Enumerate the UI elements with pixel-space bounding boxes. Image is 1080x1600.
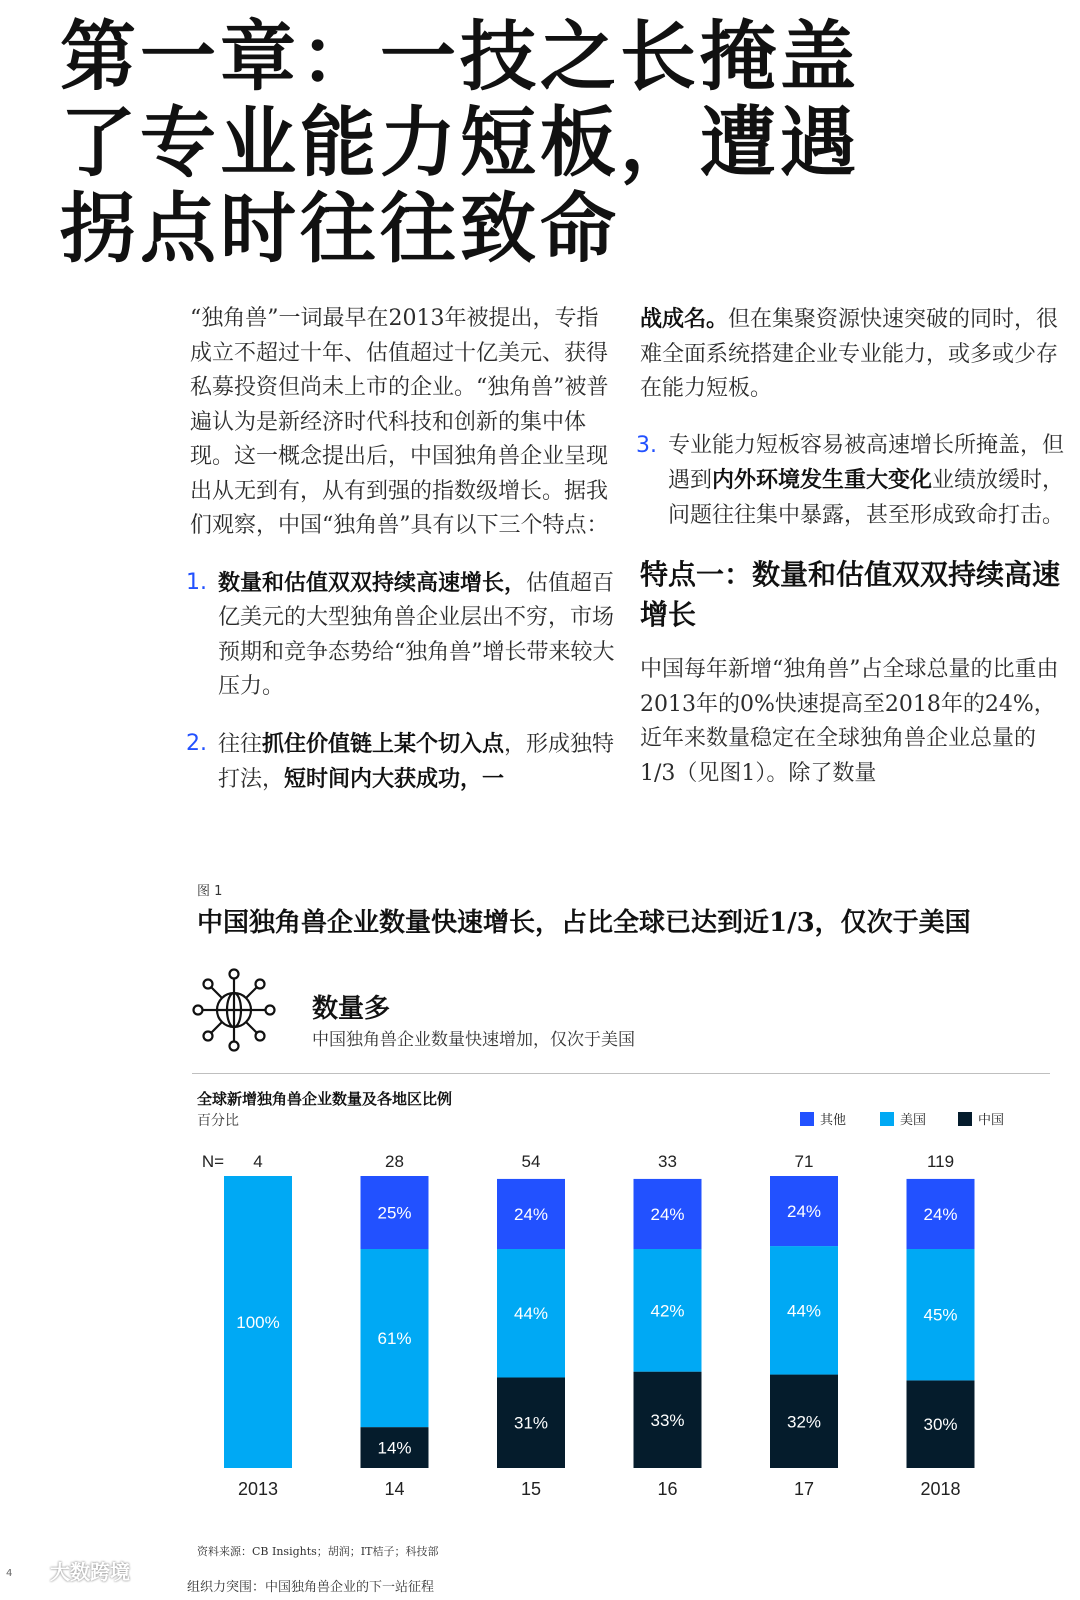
watermark-logo-icon bbox=[16, 1559, 46, 1583]
section-body: 中国每年新增“独角兽”占全球总量的比重由2013年的0%快速提高至2018年的24%，近年来数量稳定在全球独角兽企业总量的1/3（见图1）。除了数量 bbox=[640, 657, 1059, 786]
list-item-bold: 数量和估值双双持续高速增长， bbox=[218, 569, 527, 596]
x-tick-label: 14 bbox=[384, 1479, 405, 1499]
figure-title: 中国独角兽企业数量快速增长，占比全球已达到近1/3，仅次于美国 bbox=[197, 908, 971, 938]
watermark-text: 大数跨境 bbox=[50, 1560, 130, 1584]
footer-text: 组织力突围：中国独角兽企业的下一站征程 bbox=[187, 1580, 435, 1595]
legend-swatch bbox=[958, 1112, 972, 1126]
x-tick-label: 2018 bbox=[920, 1479, 961, 1499]
data-label: 24% bbox=[650, 1204, 685, 1224]
list-number: 1. bbox=[186, 569, 207, 595]
x-tick-label: 17 bbox=[793, 1479, 815, 1499]
legend-swatch bbox=[800, 1112, 814, 1126]
n-value: 119 bbox=[926, 1152, 955, 1171]
legend-label: 美国 bbox=[900, 1112, 927, 1127]
list-item-bold: 抓住价值链上某个切入点 bbox=[262, 730, 505, 757]
data-label: 61% bbox=[377, 1329, 412, 1349]
list-item-2-continued: 战成名。但在集聚资源快速突破的同时，很难全面系统搭建企业专业能力，或多或少存在能力短板。 bbox=[640, 306, 1059, 401]
data-label: 45% bbox=[923, 1305, 958, 1325]
n-value: 71 bbox=[794, 1152, 814, 1171]
legend-label: 中国 bbox=[978, 1112, 1005, 1127]
list-item-3: 3. 专业能力短板容易被高速增长所掩盖，但遇到内外环境发生重大变化业绩放缓时，问题往往集中暴露，甚至形成致命打击。 bbox=[640, 429, 1070, 534]
data-label: 32% bbox=[786, 1412, 822, 1432]
data-label: 44% bbox=[513, 1304, 549, 1324]
data-label: 24% bbox=[923, 1204, 958, 1224]
highlight-title: 数量多 bbox=[312, 994, 391, 1024]
data-label: 25% bbox=[377, 1203, 412, 1223]
list-item-bold: 内外环境发生重大变化 bbox=[712, 467, 933, 493]
data-label: 24% bbox=[786, 1202, 822, 1222]
watermark bbox=[16, 1556, 130, 1585]
intro-paragraph: “独角兽”一词最早在2013年被提出，专指成立不超过十年、估值超过十亿美元、获得私募投资但尚未上市的企业。“独角兽”被普遍认为是新经济时代科技和创新的集中体现。这一概念提出后，中国独角兽企业呈现出从无到有，从有到强的指数级增长。据我们观察，中国“独角兽”具有以下三个特点： bbox=[190, 306, 609, 538]
data-label: 44% bbox=[786, 1301, 822, 1321]
n-label: N= bbox=[201, 1152, 225, 1171]
x-tick-label: 16 bbox=[657, 1479, 678, 1499]
legend-swatch bbox=[880, 1112, 894, 1126]
data-label: 100% bbox=[236, 1313, 280, 1332]
data-label: 33% bbox=[650, 1410, 685, 1430]
n-value: 4 bbox=[253, 1152, 263, 1171]
list-item-text: 估值超百亿美元的大型独角兽企业层出不穷，市场预期和竞争态势给“独角兽”增长带来较大压力。 bbox=[218, 570, 615, 699]
n-value: 28 bbox=[385, 1152, 404, 1171]
x-tick-label: 15 bbox=[520, 1479, 542, 1499]
section-heading: 特点一：数量和估值双双持续高速增长 bbox=[640, 558, 1061, 631]
list-item-2: 2. 往往抓住价值链上某个切入点，形成独特打法，短时间内大获成功，一 bbox=[190, 727, 615, 798]
data-label: 30% bbox=[923, 1415, 958, 1435]
n-value: 33 bbox=[658, 1152, 677, 1171]
list-item-bold: 短时间内大获成功，一 bbox=[284, 766, 505, 792]
list-number: 2. bbox=[186, 730, 207, 756]
chart-source: 资料来源：CB Insights；胡润；IT桔子；科技部 bbox=[197, 1545, 439, 1558]
figure-label: 图 1 bbox=[197, 884, 223, 899]
chart-unit: 百分比 bbox=[197, 1113, 239, 1129]
page-title: 第一章：一技之长掩盖了专业能力短板，遭遇拐点时往往致命 bbox=[60, 12, 860, 273]
chart-title: 全球新增独角兽企业数量及各地区比例 bbox=[197, 1090, 453, 1108]
highlight-subtitle: 中国独角兽企业数量快速增加，仅次于美国 bbox=[312, 1030, 635, 1050]
page-number: 4 bbox=[6, 1568, 13, 1579]
x-tick-label: 2013 bbox=[237, 1479, 279, 1499]
n-value: 54 bbox=[521, 1152, 541, 1171]
data-label: 14% bbox=[377, 1438, 412, 1458]
data-label: 24% bbox=[513, 1204, 549, 1224]
data-label: 31% bbox=[513, 1413, 549, 1433]
data-label: 42% bbox=[650, 1301, 685, 1321]
list-number: 3. bbox=[636, 432, 657, 458]
legend-label: 其他 bbox=[820, 1112, 847, 1127]
